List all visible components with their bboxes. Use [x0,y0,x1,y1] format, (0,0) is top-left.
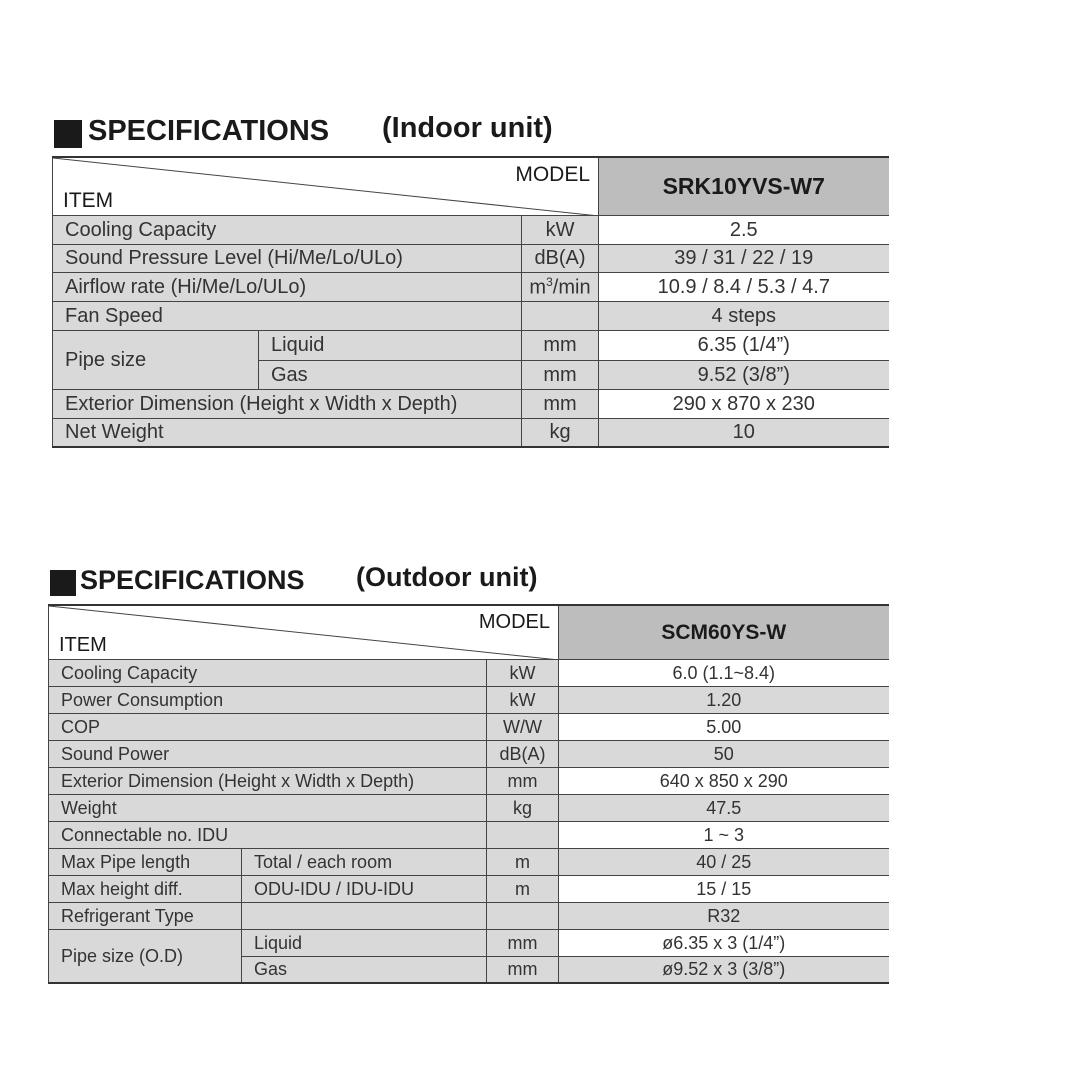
row-value: 1 ~ 3 [559,821,889,848]
table-row [53,272,889,301]
row-unit: dB(A) [522,244,599,272]
model-label: MODEL [478,611,551,633]
heading-square-icon [50,570,76,596]
table-row [53,389,889,418]
table-row [53,244,889,272]
outdoor-header-cell [49,605,559,659]
row-unit [487,821,559,848]
table-row [49,848,889,875]
row-value: 4 steps [599,301,889,330]
row-sublabel [242,902,487,929]
table-row [53,330,889,360]
row-value: R32 [559,902,889,929]
table-row [49,740,889,767]
row-unit: $m^3/\min$ [522,272,599,301]
row-label: Sound Power [49,740,487,767]
row-sublabel: Total / each room [242,848,487,875]
outdoor-spec-table [48,604,889,984]
row-label: COP [49,713,487,740]
row-label: Airflow rate (Hi/Me/Lo/ULo) [53,272,522,301]
row-sublabel: Gas [259,360,522,389]
indoor-header-cell [53,157,599,215]
row-unit: m [487,848,559,875]
item-label: ITEM [63,188,114,212]
row-value: 640 x 850 x 290 [559,767,889,794]
row-unit: mm [522,330,599,360]
outdoor-title: SPECIFICATIONS [80,565,305,595]
row-label: Fan Speed [53,301,522,330]
indoor-title: SPECIFICATIONS [88,115,330,147]
row-value: 6.35 (1/4”) [599,330,889,360]
model-label: MODEL [515,163,591,186]
row-label: Max height diff. [49,875,242,902]
row-label: Exterior Dimension (Height x Width x Depth) [53,389,522,418]
row-label: Cooling Capacity [53,215,522,244]
table-row [49,821,889,848]
row-value: 15 / 15 [559,875,889,902]
row-unit: dB(A) [487,740,559,767]
row-label: Refrigerant Type [49,902,242,929]
row-value: 10.9 / 8.4 / 5.3 / 4.7 [599,272,889,301]
row-unit: kW [487,686,559,713]
table-row [53,301,889,330]
row-value: 1.20 [559,686,889,713]
table-row [49,767,889,794]
table-row [49,902,889,929]
row-sublabel: Liquid [242,929,487,956]
row-unit: kg [522,418,599,447]
indoor-model-value: SRK10YVS-W7 [599,157,889,215]
row-label: Max Pipe length [49,848,242,875]
row-unit: mm [487,767,559,794]
row-value: ø9.52 x 3 (3/8”) [559,956,889,983]
row-label: Exterior Dimension (Height x Width x Depth) [49,767,487,794]
row-label: Connectable no. IDU [49,821,487,848]
row-value: 9.52 (3/8”) [599,360,889,389]
heading-square-icon [54,120,82,148]
row-value: 40 / 25 [559,848,889,875]
row-sublabel: ODU-IDU / IDU-IDU [242,875,487,902]
row-value: 10 [599,418,889,447]
row-unit: mm [487,929,559,956]
table-row [49,713,889,740]
indoor-spec-table [52,156,889,448]
table-row [49,659,889,686]
row-value: 290 x 870 x 230 [599,389,889,418]
row-unit: kW [487,659,559,686]
row-sublabel: Gas [242,956,487,983]
table-row [49,686,889,713]
row-unit [522,301,599,330]
row-unit: kg [487,794,559,821]
row-label: Sound Pressure Level (Hi/Me/Lo/ULo) [53,244,522,272]
row-value: 2.5 [599,215,889,244]
table-row [53,215,889,244]
row-label: Pipe size [53,330,259,389]
row-value: 47.5 [559,794,889,821]
outdoor-subtitle: (Outdoor unit) [356,562,538,592]
item-label: ITEM [59,633,107,656]
row-value: ø6.35 x 3 (1/4”) [559,929,889,956]
table-row [53,418,889,447]
row-value: 39 / 31 / 22 / 19 [599,244,889,272]
indoor-subtitle: (Indoor unit) [382,112,553,144]
row-value: 6.0 (1.1~8.4) [559,659,889,686]
row-unit: W/W [487,713,559,740]
row-value: 50 [559,740,889,767]
row-value: 5.00 [559,713,889,740]
row-label: Cooling Capacity [49,659,487,686]
row-label: Weight [49,794,487,821]
row-unit: mm [522,360,599,389]
table-row [49,929,889,956]
table-row [49,875,889,902]
row-unit: mm [487,956,559,983]
row-unit [487,902,559,929]
row-unit: mm [522,389,599,418]
row-label: Power Consumption [49,686,487,713]
row-label: Net Weight [53,418,522,447]
row-sublabel: Liquid [259,330,522,360]
table-row [49,794,889,821]
row-unit: kW [522,215,599,244]
outdoor-model-value: SCM60YS-W [559,605,889,659]
row-unit: m [487,875,559,902]
row-label: Pipe size (O.D) [49,929,242,983]
